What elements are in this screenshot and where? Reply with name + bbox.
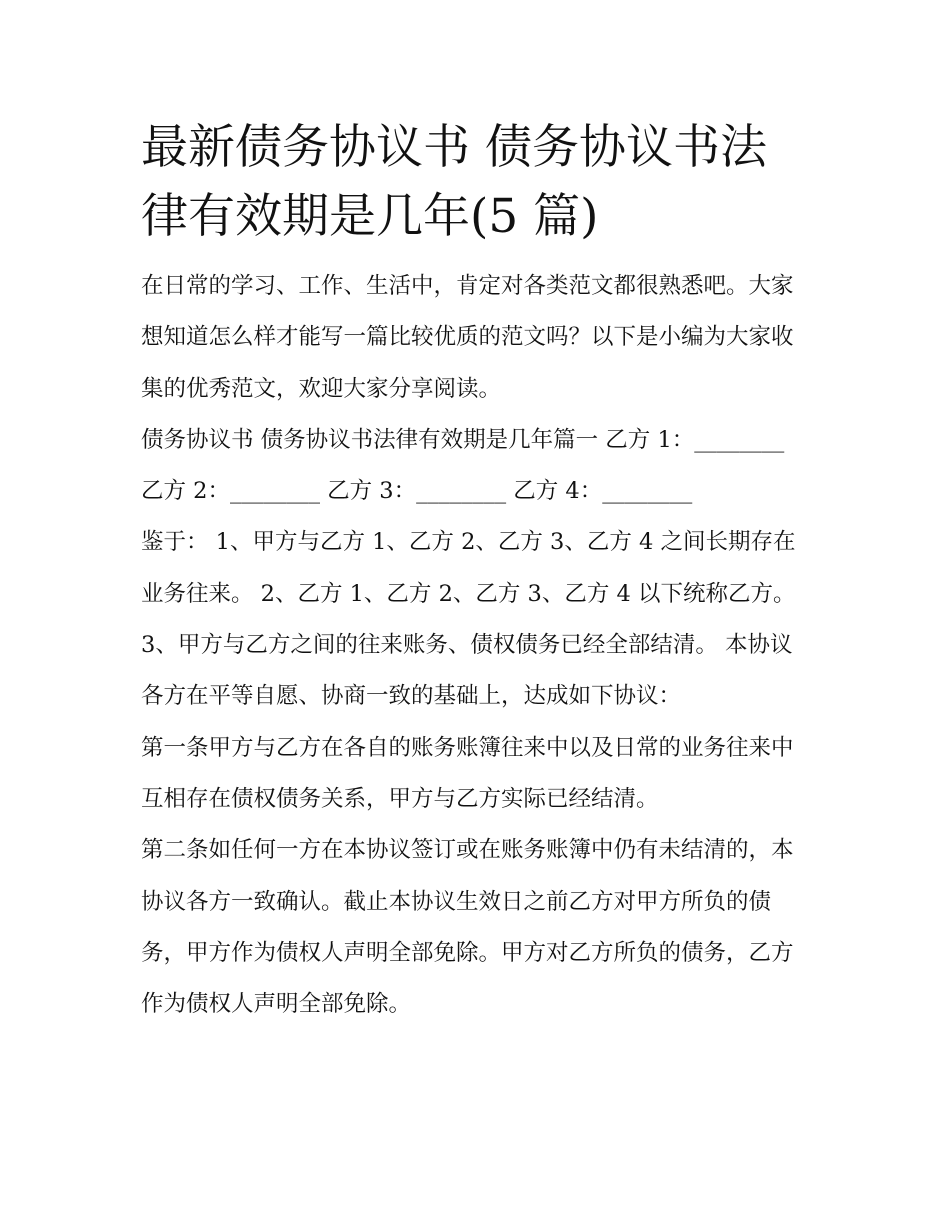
document-title <box>141 113 813 251</box>
document-body <box>141 113 813 1030</box>
article-two-paragraph: 第二条如任何一方在本协议签订或在账务账簿中仍有未结清的，本协议各方一致确认。截止本协议生效日之前乙方对甲方所负的债务，甲方作为债权人声明全部免除。甲方对乙方所负的债务，乙方作为债权人声明全部免除。 <box>141 837 794 1018</box>
settlement-paragraph: 3、甲方与乙方之间的往来账务、债权债务已经全部结清。 本协议各方在平等自愿、协商一致的基础上，达成如下协议： <box>141 632 793 710</box>
intro-paragraph: 在日常的学习、工作、生活中，肯定对各类范文都很熟悉吧。大家想知道怎么样才能写一篇比较优质的范文吗？以下是小编为大家收集的优秀范文，欢迎大家分享阅读。 <box>141 273 794 402</box>
article-one-paragraph: 第一条甲方与乙方在各自的账务账簿往来中以及日常的业务往来中互相存在债权债务关系，甲方与乙方实际已经结清。 <box>141 734 794 812</box>
title-line-1: 最新债务协议书 债务协议书法 <box>141 120 767 175</box>
agreement-parties-paragraph: 债务协议书 债务协议书法律有效期是几年篇一 乙方 1：________ 乙方 2：________ 乙方 3：________ 乙方 4：________ <box>141 426 785 505</box>
title-line-2: 律有效期是几年(5 篇) <box>141 189 599 244</box>
whereas-paragraph: 鉴于： 1、甲方与乙方 1、乙方 2、乙方 3、乙方 4 之间长期存在业务往来。 2、乙方 1、乙方 2、乙方 3、乙方 4 以下统称乙方。 <box>141 529 796 607</box>
